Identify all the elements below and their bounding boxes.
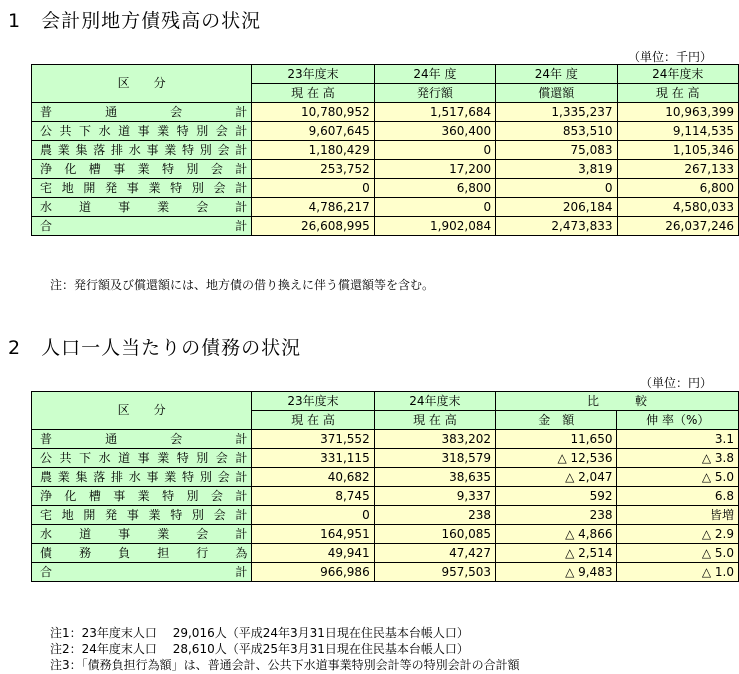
section2-title: 2 人口一人当たりの債務の状況 — [8, 337, 302, 359]
row-value: 592 — [496, 487, 617, 506]
row-value: 0 — [374, 141, 495, 160]
table-row — [32, 449, 739, 468]
header-col1-line1: 23年度末 — [252, 65, 374, 84]
row-value: 8,745 — [252, 487, 374, 506]
row-label: 普通会計 — [32, 103, 252, 122]
row-label: 浄化槽事業特別会計 — [32, 160, 252, 179]
row-value: 160,085 — [374, 525, 495, 544]
row-value: 1,335,237 — [496, 103, 617, 122]
row-value: △ 1.0 — [617, 563, 739, 582]
row-value: 0 — [374, 198, 495, 217]
header-col4-line2: 現 在 高 — [617, 84, 739, 103]
row-label: 公共下水道事業特別会計 — [32, 122, 252, 141]
row-label: 普通会計 — [32, 430, 252, 449]
header-amount: 金 額 — [496, 411, 617, 430]
section2-note-3: 注3：「債務負担行為額」は、普通会計、公共下水道事業特別会計等の特別会計の合計額 — [50, 658, 520, 672]
row-value: 238 — [496, 506, 617, 525]
row-value: △ 12,536 — [496, 449, 617, 468]
row-value: 3.1 — [617, 430, 739, 449]
table-row-total — [32, 217, 739, 236]
header-category: 区 分 — [32, 392, 252, 430]
row-value: 皆増 — [617, 506, 739, 525]
row-value: 371,552 — [252, 430, 374, 449]
section1-note: 注：発行額及び償還額には、地方債の借り換えに伴う償還額等を含む。 — [50, 278, 435, 292]
table-row — [32, 430, 739, 449]
per-capita-debt-table — [31, 391, 739, 582]
section2-note-1: 注1：23年度末人口 29,016人（平成24年3月31日現在住民基本台帳人口） — [50, 626, 469, 640]
table-header-row — [32, 65, 739, 84]
header-category: 区 分 — [32, 65, 252, 103]
row-value: 0 — [252, 179, 374, 198]
row-value: 4,786,217 — [252, 198, 374, 217]
section2-unit: （単位：円） — [640, 376, 713, 390]
row-value: 267,133 — [617, 160, 739, 179]
header-col1-line2: 現 在 高 — [252, 411, 374, 430]
header-compare: 比 較 — [496, 392, 739, 411]
row-value: △ 5.0 — [617, 468, 739, 487]
row-label: 合計 — [32, 563, 252, 582]
row-value: 318,579 — [374, 449, 495, 468]
row-value: 9,607,645 — [252, 122, 374, 141]
row-label: 宅地開発事業特別会計 — [32, 506, 252, 525]
row-label: 農業集落排水事業特別会計 — [32, 141, 252, 160]
row-value: △ 9,483 — [496, 563, 617, 582]
table-row — [32, 141, 739, 160]
row-value: 47,427 — [374, 544, 495, 563]
row-value: 383,202 — [374, 430, 495, 449]
row-value: 9,337 — [374, 487, 495, 506]
table-row — [32, 160, 739, 179]
table-row-total — [32, 563, 739, 582]
row-value: 0 — [252, 506, 374, 525]
table-header-row — [32, 392, 739, 411]
header-col1-line2: 現 在 高 — [252, 84, 374, 103]
table-row — [32, 468, 739, 487]
header-growth-rate: 伸 率（%） — [617, 411, 739, 430]
section1-unit: （単位：千円） — [628, 50, 713, 64]
header-col2-line1: 24年 度 — [374, 65, 495, 84]
row-value: 957,503 — [374, 563, 495, 582]
header-col2-line1: 24年度末 — [374, 392, 495, 411]
table-row — [32, 487, 739, 506]
row-value: 6,800 — [617, 179, 739, 198]
row-value: 6.8 — [617, 487, 739, 506]
row-label: 合計 — [32, 217, 252, 236]
section2-note-2: 注2：24年度末人口 28,610人（平成25年3月31日現在住民基本台帳人口） — [50, 642, 469, 656]
row-label: 公共下水道事業特別会計 — [32, 449, 252, 468]
row-value: 3,819 — [496, 160, 617, 179]
table-row — [32, 122, 739, 141]
row-value: △ 2.9 — [617, 525, 739, 544]
row-value: 10,963,399 — [617, 103, 739, 122]
row-value: 75,083 — [496, 141, 617, 160]
row-value: 253,752 — [252, 160, 374, 179]
row-value: 4,580,033 — [617, 198, 739, 217]
row-value: 206,184 — [496, 198, 617, 217]
row-value: △ 2,514 — [496, 544, 617, 563]
row-value: 49,941 — [252, 544, 374, 563]
header-col4-line1: 24年度末 — [617, 65, 739, 84]
row-value: 331,115 — [252, 449, 374, 468]
row-value: 1,517,684 — [374, 103, 495, 122]
row-value: 966,986 — [252, 563, 374, 582]
row-value: 360,400 — [374, 122, 495, 141]
section1-title: 1 会計別地方債残高の状況 — [8, 10, 262, 32]
row-label: 債務負担行為 — [32, 544, 252, 563]
row-value: 9,114,535 — [617, 122, 739, 141]
row-value: △ 4,866 — [496, 525, 617, 544]
row-value: 26,037,246 — [617, 217, 739, 236]
table-row — [32, 544, 739, 563]
row-value: 853,510 — [496, 122, 617, 141]
row-value: 238 — [374, 506, 495, 525]
row-value: 2,473,833 — [496, 217, 617, 236]
header-col3-line1: 24年 度 — [496, 65, 617, 84]
row-label: 宅地開発事業特別会計 — [32, 179, 252, 198]
row-value: 40,682 — [252, 468, 374, 487]
row-value: 38,635 — [374, 468, 495, 487]
row-label: 水道事業会計 — [32, 525, 252, 544]
row-value: 26,608,995 — [252, 217, 374, 236]
table-row — [32, 179, 739, 198]
table-row — [32, 198, 739, 217]
header-col2-line2: 現 在 高 — [374, 411, 495, 430]
row-label: 浄化槽事業特別会計 — [32, 487, 252, 506]
row-value: 10,780,952 — [252, 103, 374, 122]
row-value: 1,902,084 — [374, 217, 495, 236]
debt-balance-table — [31, 64, 739, 236]
header-col1-line1: 23年度末 — [252, 392, 374, 411]
row-label: 水道事業会計 — [32, 198, 252, 217]
row-value: △ 5.0 — [617, 544, 739, 563]
row-value: 1,180,429 — [252, 141, 374, 160]
row-value: 17,200 — [374, 160, 495, 179]
row-value: △ 3.8 — [617, 449, 739, 468]
row-value: 6,800 — [374, 179, 495, 198]
row-value: 11,650 — [496, 430, 617, 449]
table-row — [32, 525, 739, 544]
row-value: 1,105,346 — [617, 141, 739, 160]
table-row — [32, 103, 739, 122]
row-value: 0 — [496, 179, 617, 198]
header-col2-line2: 発行額 — [374, 84, 495, 103]
row-value: 164,951 — [252, 525, 374, 544]
table-row — [32, 506, 739, 525]
row-value: △ 2,047 — [496, 468, 617, 487]
row-label: 農業集落排水事業特別会計 — [32, 468, 252, 487]
header-col3-line2: 償還額 — [496, 84, 617, 103]
